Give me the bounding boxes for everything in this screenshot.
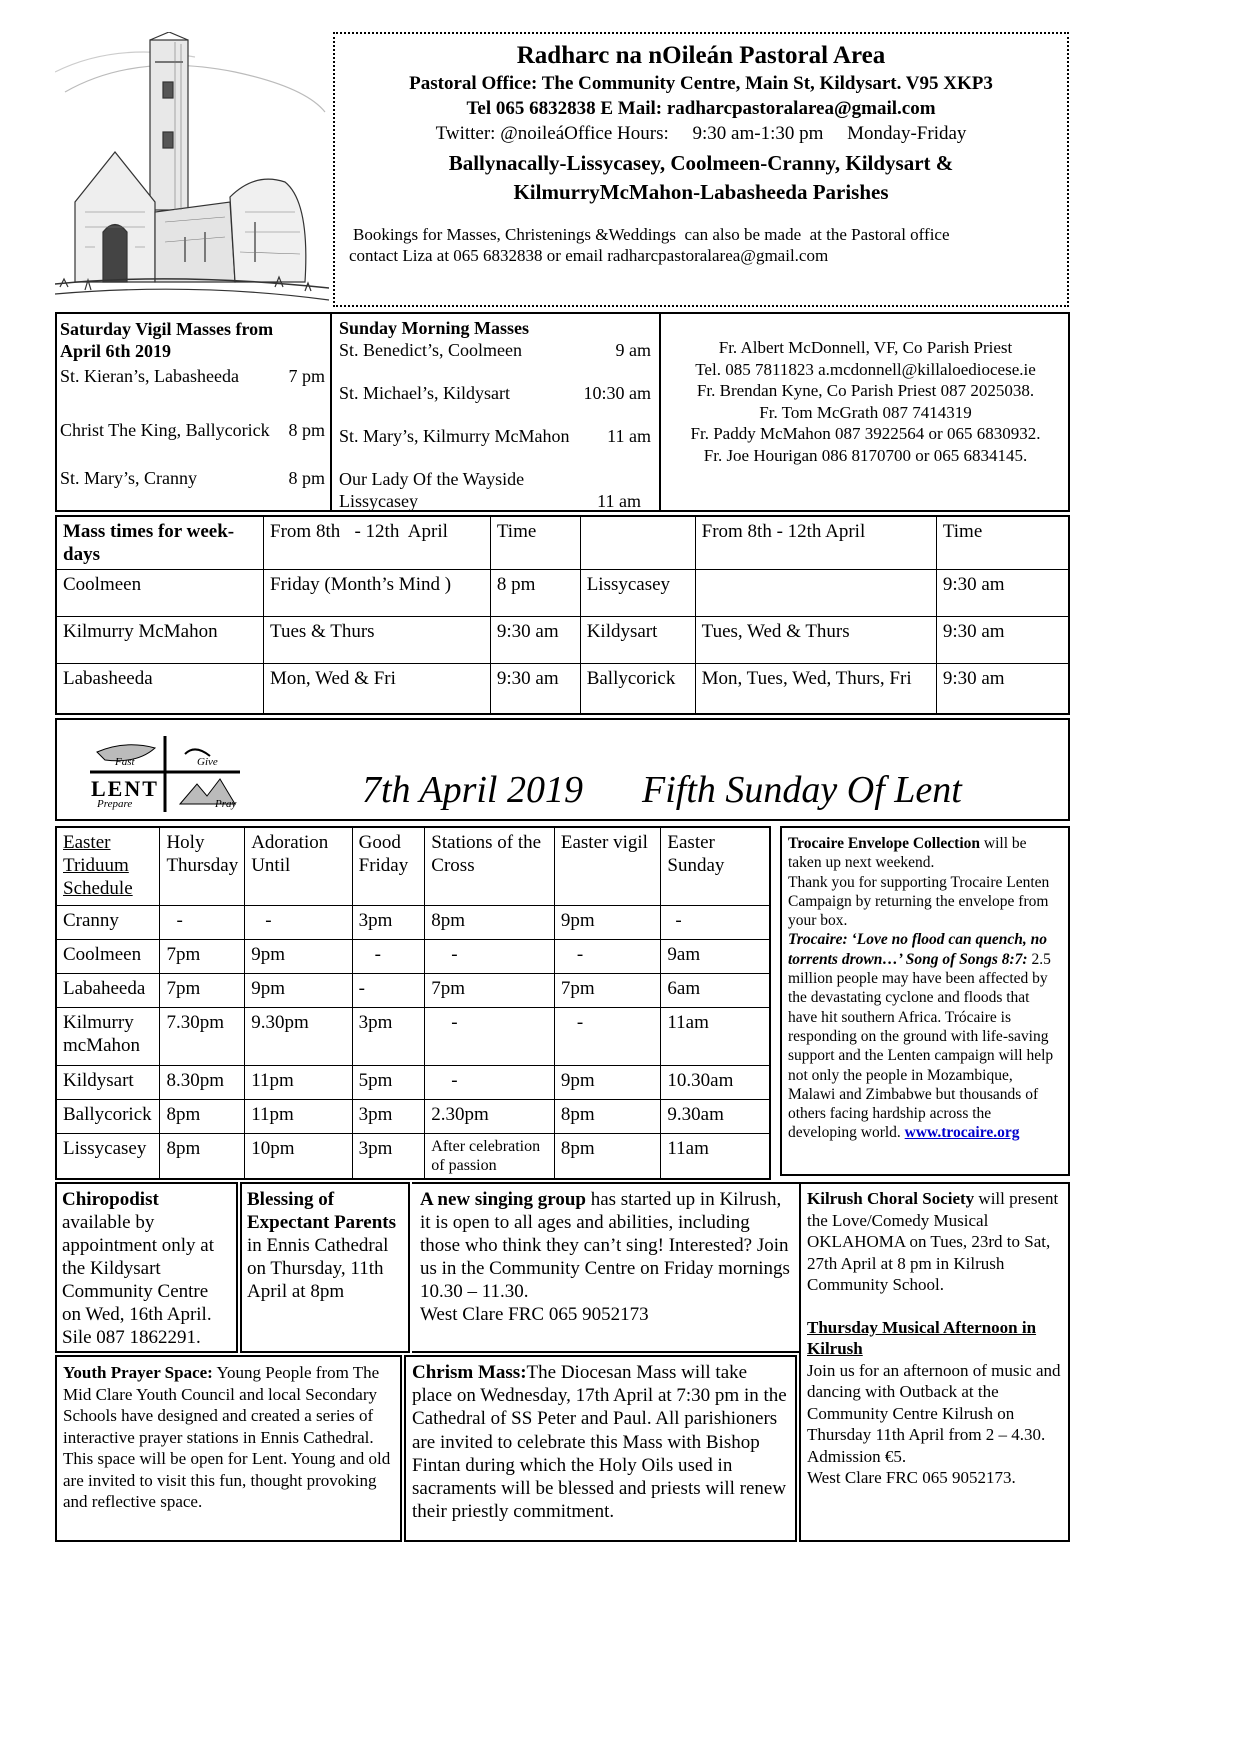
table-cell: 8pm [160, 1099, 245, 1133]
trocaire-link[interactable]: www.trocaire.org [904, 1124, 1020, 1142]
choral-text: will present the Love/Comedy Musical OKLAHOMA on Tues, 23rd to Sat, 27th April at 8 pm in Kilrush Community School. [807, 1189, 1059, 1294]
table-cell: 5pm [352, 1065, 425, 1099]
table-cell: 11am [661, 1007, 770, 1065]
table-row [56, 1099, 770, 1133]
trocaire-text: will be taken up next weekend. [788, 835, 1027, 872]
header-cell: Easter Sunday [661, 827, 770, 905]
header-cell: Holy Thursday [160, 827, 245, 905]
table-cell: 9:30 am [490, 617, 580, 664]
header-cell [580, 516, 695, 570]
table-row [56, 905, 770, 939]
table-cell: - [352, 973, 425, 1007]
header-cell: Stations of the Cross [425, 827, 555, 905]
table-cell: 9pm [245, 939, 352, 973]
table-cell: 2.30pm [425, 1099, 555, 1133]
musical-afternoon-admission: Admission €5. [807, 1446, 907, 1466]
table-cell: 7pm [160, 939, 245, 973]
table-cell: Mon, Wed & Fri [264, 664, 491, 714]
table-cell: - [425, 1065, 555, 1099]
table-row [56, 617, 1069, 664]
saturday-mass-item: St. Mary’s, Cranny 8 pm [60, 468, 325, 488]
lent-logo-word: Prepare [97, 798, 133, 810]
weekday-mass-table [55, 515, 1070, 715]
table-row [56, 973, 770, 1007]
table-cell: 9:30 am [936, 664, 1069, 714]
table-cell: 8 pm [490, 570, 580, 617]
easter-triduum-table [55, 826, 771, 1180]
lent-title: Fifth Sunday Of Lent [642, 769, 962, 811]
table-cell: Lissycasey [56, 1133, 160, 1179]
table-cell: 11pm [245, 1065, 352, 1099]
lent-logo-word: Give [197, 756, 218, 768]
header-cell: Time [936, 516, 1069, 570]
header-cell: Time [490, 516, 580, 570]
priest-line: Fr. Tom McGrath 087 7414319 [759, 402, 972, 422]
singing-box [412, 1182, 799, 1353]
chrism-mass-title: Chrism Mass: [412, 1362, 527, 1383]
choral-box [799, 1182, 1070, 1542]
contact-line: Tel 065 6832838 E Mail: radharcpastoralarea@gmail.com [466, 98, 936, 119]
table-cell: 8pm [554, 1133, 661, 1179]
blessing-box [240, 1182, 410, 1353]
table-cell: Labaheeda [56, 973, 160, 1007]
musical-afternoon-text: Join us for an afternoon of music and dancing with Outback at the Community Centre Kilrush on Thursday 11th April from 2 – 4.30. [807, 1360, 1061, 1444]
table-cell: 9pm [554, 1065, 661, 1099]
table-cell: 10.30am [661, 1065, 770, 1099]
table-cell: - [160, 905, 245, 939]
table-cell: - [661, 905, 770, 939]
table-cell: Ballycorick [580, 664, 695, 714]
trocaire-title: Trocaire Envelope Collection [788, 835, 981, 852]
table-cell: - [554, 1007, 661, 1065]
table-cell: - [245, 905, 352, 939]
table-cell: 6am [661, 973, 770, 1007]
table-cell: 9:30 am [490, 664, 580, 714]
singing-text: has started up in Kilrush, it is open to all ages and abilities, including those who think they can’t sing! Interested? Join us in the Community Centre on Friday mornings 10.30 – 11.30. [420, 1189, 790, 1302]
table-cell: 7pm [160, 973, 245, 1007]
table-row [56, 1133, 770, 1179]
sunday-morning-title: Sunday Morning Masses [339, 318, 530, 338]
table-cell [695, 570, 936, 617]
table-cell: 3pm [352, 1099, 425, 1133]
parishes-line-1: Ballynacally-Lissycasey, Coolmeen-Cranny, Kildysart & [448, 151, 954, 175]
table-cell: - [352, 939, 425, 973]
chiropodist-text: available by appointment only at the Kildysart Community Centre on Wed, 16th April. Sile 087 1862291. [62, 1212, 214, 1348]
table-cell: Tues & Thurs [264, 617, 491, 664]
priests-column [663, 337, 1068, 466]
sunday-mass-item: St. Mary’s, Kilmurry McMahon 11 am [339, 426, 651, 446]
header-cell: From 8th - 12th April [695, 516, 936, 570]
table-cell: 8pm [160, 1133, 245, 1179]
table-cell: After celebration of passion [425, 1133, 555, 1179]
priest-line: Fr. Paddy McMahon 087 3922564 or 065 6830932. [690, 424, 1041, 443]
sunday-mass-item: St. Michael’s, Kildysart 10:30 am [339, 383, 651, 403]
musical-afternoon-contact: West Clare FRC 065 9052173. [807, 1468, 1016, 1487]
table-cell: 11am [661, 1133, 770, 1179]
table-cell: 3pm [352, 905, 425, 939]
table-header-row [56, 516, 1069, 570]
bookings-line-1: Bookings for Masses, Christenings &Weddings can also be made at the Pastoral office [353, 225, 950, 244]
table-cell: Tues, Wed & Thurs [695, 617, 936, 664]
table-row [56, 1065, 770, 1099]
header-cell: Good Friday [352, 827, 425, 905]
bookings-line-2: contact Liza at 065 6832838 or email radharcpastoralarea@gmail.com [349, 246, 829, 265]
sunday-mass-item: Our Lady Of the Wayside [339, 469, 525, 489]
header-cell: From 8th - 12th April [264, 516, 491, 570]
chrism-mass-box [404, 1355, 797, 1542]
trocaire-box [780, 826, 1070, 1176]
lent-logo-word: LENT [91, 776, 159, 801]
table-cell: Cranny [56, 905, 160, 939]
table-row [56, 1007, 770, 1065]
table-cell: 9am [661, 939, 770, 973]
table-cell: - [554, 939, 661, 973]
table-cell: 8pm [554, 1099, 661, 1133]
pastoral-area-title: Radharc na nOileán Pastoral Area [516, 42, 886, 69]
table-cell: 7pm [425, 973, 555, 1007]
sunday-morning-column [333, 312, 661, 512]
table-cell: 3pm [352, 1007, 425, 1065]
lent-logo [85, 734, 245, 814]
saturday-mass-item: St. Kieran’s, Labasheeda 7 pm [60, 366, 325, 386]
header-box [333, 32, 1069, 307]
singing-contact: West Clare FRC 065 9052173 [420, 1304, 649, 1325]
table-cell: Coolmeen [56, 939, 160, 973]
saturday-vigil-title: Saturday Vigil Masses from April 6th 2019 [60, 319, 274, 361]
table-cell: Kildysart [56, 1065, 160, 1099]
chrism-mass-text: The Diocesan Mass will take place on Wednesday, 17th April at 7:30 pm in the Cathedral of SS Peter and Paul. All parishioners are invited to celebrate this Mass with Bishop Fintan during which the Holy Oils used in sacraments will be blessed and priests will renew their priestly commitment. [412, 1362, 787, 1523]
table-cell: 3pm [352, 1133, 425, 1179]
table-cell: Coolmeen [56, 570, 264, 617]
header-cell: Easter vigil [554, 827, 661, 905]
table-row [56, 664, 1069, 714]
lent-logo-word: Fast [115, 756, 135, 768]
parishes-line-2: KilmurryMcMahon-Labasheeda Parishes [513, 180, 889, 204]
saturday-mass-item: Christ The King, Ballycorick 8 pm [60, 420, 325, 440]
table-cell: 10pm [245, 1133, 352, 1179]
trocaire-appeal: 2.5 million people may have been affected by the devastating cyclone and floods that have hit southern Africa. Trócaire is responding on the ground with life-saving support and the Lenten campaign will help not only the people in Mozambique, Malawi and Zimbabwe but thousands of others facing hardship across the developing world. [788, 950, 1054, 1142]
table-cell: 8pm [425, 905, 555, 939]
table-cell: 9pm [554, 905, 661, 939]
table-cell: 9pm [245, 973, 352, 1007]
chiropodist-title: Chiropodist [62, 1189, 159, 1210]
priest-line: Fr. Brendan Kyne, Co Parish Priest 087 2025038. [696, 381, 1035, 400]
table-row [56, 939, 770, 973]
musical-afternoon-title: Thursday Musical Afternoon in Kilrush [807, 1317, 1037, 1358]
priest-line: Fr. Albert McDonnell, VF, Co Parish Priest [718, 338, 1013, 357]
table-cell: 11pm [245, 1099, 352, 1133]
header-cell: Adoration Until [245, 827, 352, 905]
table-cell: Lissycasey [580, 570, 695, 617]
trocaire-quote: Trocaire: ‘Love no flood can quench, no torrents drown…’ Song of Songs 8:7: [788, 931, 1048, 968]
blessing-title: Blessing of Expectant Parents [247, 1189, 396, 1233]
youth-prayer-box [55, 1355, 402, 1542]
table-cell: - [425, 1007, 555, 1065]
table-cell: Kilmurry McMahon [56, 617, 264, 664]
header-cell: Mass times for week-days [56, 516, 264, 570]
lent-date: 7th April 2019 [362, 769, 583, 811]
table-cell: Friday (Month’s Mind ) [264, 570, 491, 617]
header-cell: Easter Triduum Schedule [56, 827, 160, 905]
sunday-mass-item: St. Benedict’s, Coolmeen 9 am [339, 340, 651, 360]
table-cell: 7pm [554, 973, 661, 1007]
table-cell: 8.30pm [160, 1065, 245, 1099]
youth-prayer-title: Youth Prayer Space: [63, 1363, 213, 1382]
table-cell: Ballycorick [56, 1099, 160, 1133]
priest-line: Tel. 085 7811823 a.mcdonnell@killaloediocese.ie [695, 359, 1036, 379]
table-cell: 9.30am [661, 1099, 770, 1133]
table-cell: Kildysart [580, 617, 695, 664]
chiropodist-box [55, 1182, 238, 1353]
trocaire-thanks: Thank you for supporting Trocaire Lenten Campaign by returning the envelope from your box. [788, 873, 1050, 930]
sunday-mass-item: Lissycasey 11 am [339, 491, 641, 511]
lent-logo-word: Pray [215, 798, 237, 810]
youth-prayer-text: Young People from The Mid Clare Youth Council and local Secondary Schools have designed and created a series of interactive prayer stations in Ennis Cathedral. This space will be open for Lent. Young and old are invited to visit this fun, thought provoking and reflective space. [63, 1363, 391, 1511]
table-cell: 9:30 am [936, 617, 1069, 664]
table-cell: - [425, 939, 555, 973]
table-header-row [56, 827, 770, 905]
table-row [56, 570, 1069, 617]
table-cell: Mon, Tues, Wed, Thurs, Fri [695, 664, 936, 714]
lent-banner [55, 718, 1070, 821]
priest-line: Fr. Joe Hourigan 086 8170700 or 065 6834145. [703, 445, 1028, 465]
pastoral-office-address: Pastoral Office: The Community Centre, Main St, Kildysart. V95 XKP3 [409, 73, 993, 94]
blessing-text: in Ennis Cathedral on Thursday, 11th April at 8pm [247, 1235, 389, 1302]
table-cell: 7.30pm [160, 1007, 245, 1065]
table-cell: 9:30 am [936, 570, 1069, 617]
saturday-vigil-column [55, 312, 332, 512]
table-cell: 9.30pm [245, 1007, 352, 1065]
church-sketch-image [55, 32, 329, 306]
twitter-hours-line: Twitter: @noileáOffice Hours: 9:30 am-1:30 pm Monday-Friday [435, 123, 967, 144]
singing-title: A new singing group [420, 1189, 586, 1210]
table-cell: Kilmurry mcMahon [56, 1007, 160, 1065]
table-cell: Labasheeda [56, 664, 264, 714]
choral-title: Kilrush Choral Society [807, 1189, 975, 1208]
